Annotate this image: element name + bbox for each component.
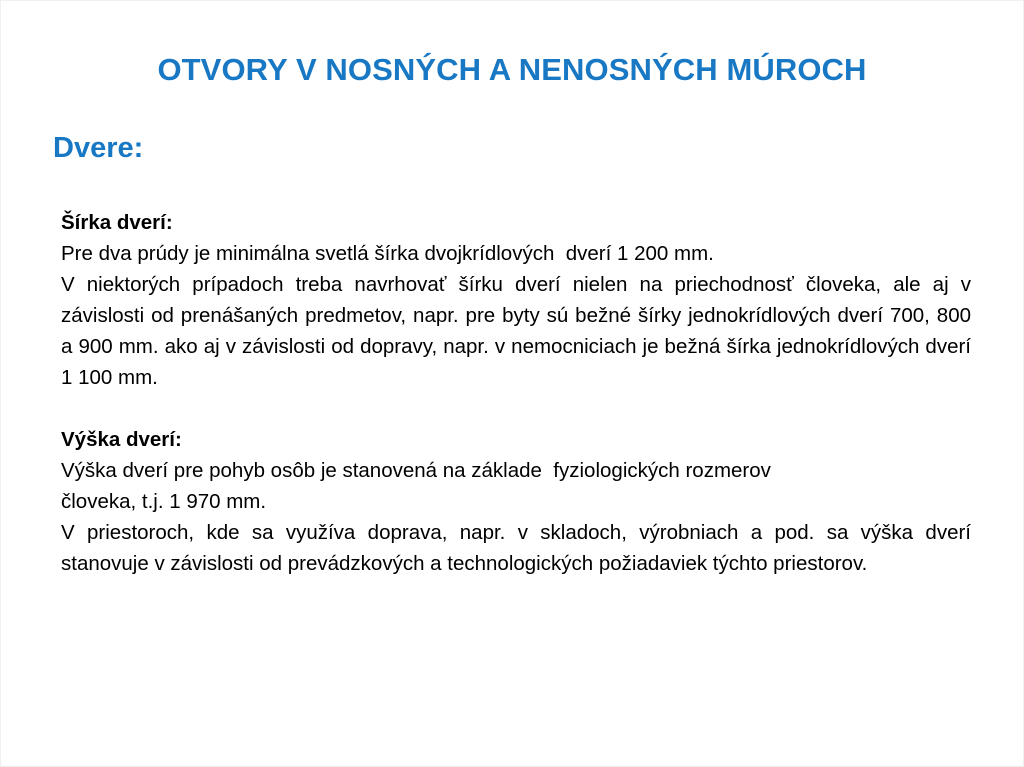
width-line-1: Pre dva prúdy je minimálna svetlá šírka dvojkrídlových dverí 1 200 mm.: [61, 242, 714, 265]
page-title: OTVORY V NOSNÝCH A NENOSNÝCH MÚROCH: [157, 52, 867, 87]
width-paragraph: V niektorých prípadoch treba navrhovať šírku dverí nielen na priechodnosť človeka, ale aj v závislosti od prenášaných predmetov, napr. pre byty sú bežné šírky jednokrídlových dverí 700, 800 a 900 mm. ako aj v závislosti od dopravy, napr. v nemocniciach je bežná šírka jednokrídlových dverí 1 100 mm.: [61, 273, 971, 389]
section-heading-dvere: Dvere:: [53, 132, 144, 164]
height-line-2: človeka, t.j. 1 970 mm.: [61, 490, 267, 513]
slide-body: [61, 207, 971, 579]
height-line-1: Výška dverí pre pohyb osôb je stanovená na základe fyziologických rozmerov: [61, 459, 771, 482]
height-paragraph: V priestoroch, kde sa využíva doprava, napr. v skladoch, výrobniach a pod. sa výška dverí stanovuje v závislosti od prevádzkových a technologických požiadaviek týchto priestorov.: [61, 521, 971, 575]
block-spacer: [61, 393, 971, 424]
subheading-sirka-dveri: Šírka dverí:: [61, 211, 173, 234]
subheading-vyska-dveri: Výška dverí:: [61, 428, 182, 451]
